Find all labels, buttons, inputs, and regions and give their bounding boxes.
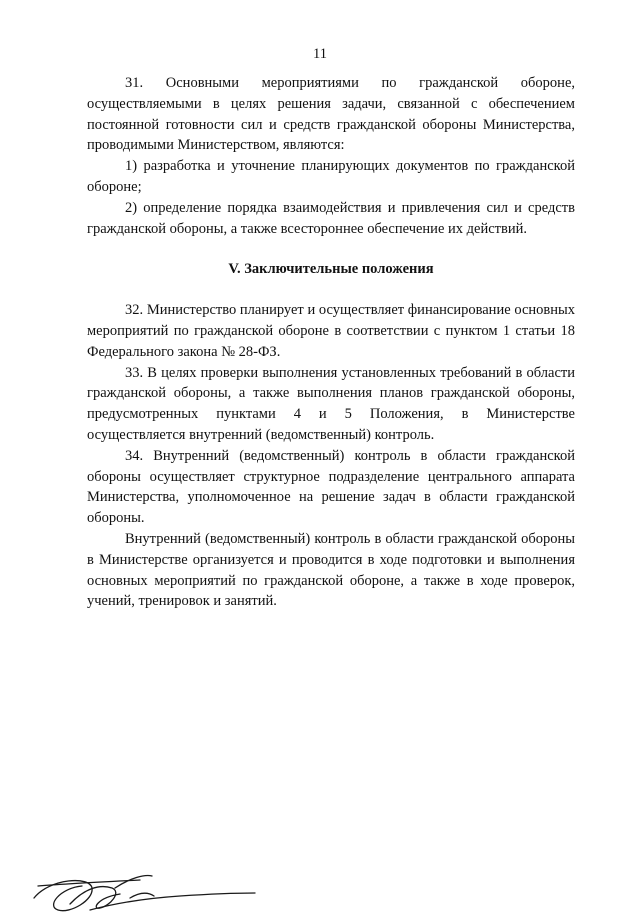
paragraph-31: 31. Основными мероприятиями по гражданской обороне, осуществляемыми в целях решения задачи, связанной с обеспечением постоянной готовности сил и средств гражданской обороны Министерства, проводимыми Министерством, являются: xyxy=(87,75,575,154)
paragraph-34-continuation: Внутренний (ведомственный) контроль в области гражданской обороны в Министерстве организуется и проводится в ходе подготовки и выполнения основных мероприятий по гражданской обороне, а также в ходе проверок, учений, тренировок и занятий. xyxy=(87,530,575,610)
paragraph-33: 33. В целях проверки выполнения установленных требований в области гражданской обороны, а также выполнения планов гражданской обороны, предусмотренных пунктами 4 и 5 Положения, в Министерстве осуществляется внутренний (ведомственный) контроль. xyxy=(87,364,575,443)
page-number: 11 xyxy=(313,46,327,62)
section-heading: V. Заключительные положения xyxy=(228,261,434,278)
list-item-1: 1) разработка и уточнение планирующих документов по гражданской обороне; xyxy=(87,158,575,195)
handwritten-signature-icon xyxy=(30,858,260,918)
paragraph-34: 34. Внутренний (ведомственный) контроль в области гражданской обороны осуществляет структурное подразделение центрального аппарата Министерства, уполномоченное на решение задач в области гражданской обороны. xyxy=(87,447,575,527)
paragraph-32: 32. Министерство планирует и осуществляет финансирование основных мероприятий по гражданской обороне в соответствии с пунктом 1 статьи 18 Федерального закона № 28-ФЗ. xyxy=(87,302,575,360)
list-item-2: 2) определение порядка взаимодействия и привлечения сил и средств гражданской обороны, а также всестороннее обеспечение их действий. xyxy=(87,199,575,237)
document-body xyxy=(87,73,575,612)
